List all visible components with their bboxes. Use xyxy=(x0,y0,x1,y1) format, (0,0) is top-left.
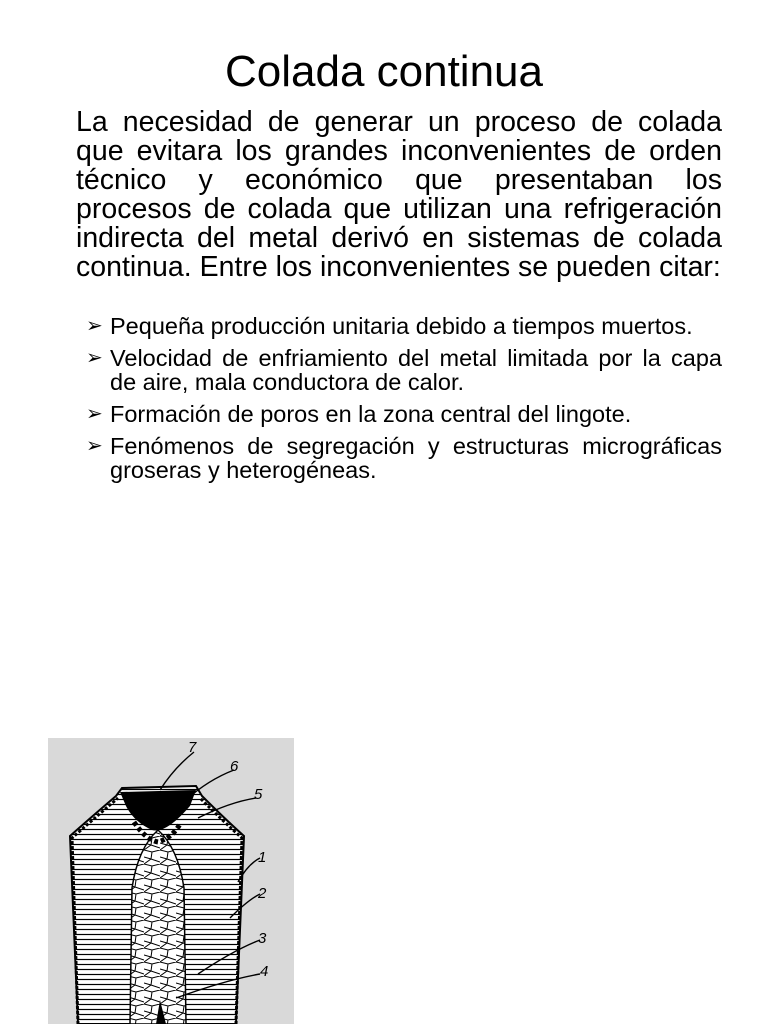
ingot-structure-figure xyxy=(48,738,294,1024)
figure-label-5: 5 xyxy=(254,786,263,803)
list-item xyxy=(86,314,722,338)
arrow-bullet-icon: ➢ xyxy=(86,435,103,457)
list-item xyxy=(86,346,722,394)
list-item xyxy=(86,402,722,426)
list-item-text: Formación de poros en la zona central del lingote. xyxy=(110,401,632,427)
figure-label-4: 4 xyxy=(260,963,269,980)
arrow-bullet-icon: ➢ xyxy=(86,315,103,337)
arrow-bullet-icon: ➢ xyxy=(86,403,103,425)
ingot-diagram xyxy=(48,738,294,1024)
intro-paragraph: La necesidad de generar un proceso de colada que evitara los grandes inconvenientes de orden técnico y económico que presentaban los procesos de colada que utilizan una refrigeración indirecta del metal derivó en sistemas de colada continua. Entre los inconvenientes se pueden citar: xyxy=(76,106,722,283)
list-item xyxy=(86,434,722,482)
list-item-text: Pequeña producción unitaria debido a tiempos muertos. xyxy=(110,313,693,339)
inconvenientes-list xyxy=(86,314,722,490)
ingot-core xyxy=(130,830,186,1024)
figure-label-7: 7 xyxy=(188,739,197,756)
list-item-text: Velocidad de enfriamiento del metal limitada por la capa de aire, mala conductora de calor. xyxy=(110,345,722,395)
arrow-bullet-icon: ➢ xyxy=(86,347,103,369)
slide-title: Colada continua xyxy=(224,47,543,96)
figure-label-1: 1 xyxy=(258,849,267,866)
figure-label-3: 3 xyxy=(258,930,267,947)
figure-label-2: 2 xyxy=(258,885,267,902)
figure-label-6: 6 xyxy=(230,758,239,775)
list-item-text: Fenómenos de segregación y estructuras micrográficas groseras y heterogéneas. xyxy=(110,433,722,483)
